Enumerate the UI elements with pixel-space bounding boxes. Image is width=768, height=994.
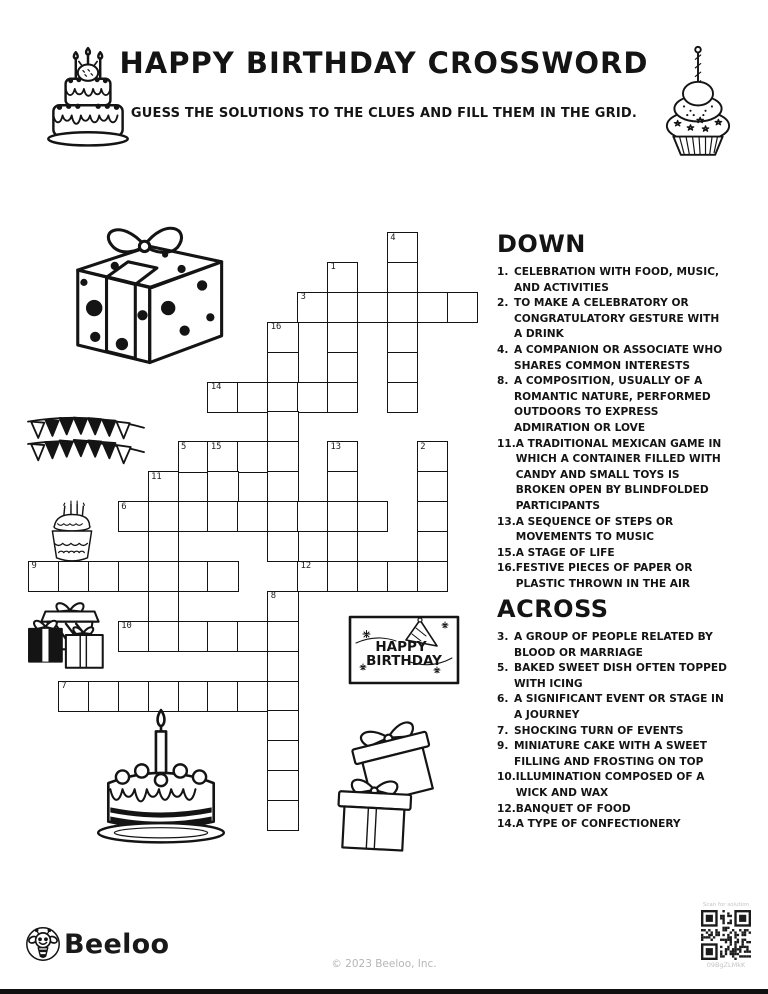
cell-number: 14 xyxy=(210,382,222,392)
clue-text: A SIGNIFICANT EVENT OR STAGE IN A JOURNEY xyxy=(514,693,724,721)
banner-text-line1: HAPPY xyxy=(375,639,427,655)
clue-text: FESTIVE PIECES OF PAPER OR PLASTIC THROWN IN THE AIR xyxy=(515,562,693,590)
down-clues-section xyxy=(497,230,729,592)
grid-cell[interactable] xyxy=(148,471,179,502)
grid-cell[interactable] xyxy=(327,322,358,353)
grid-cell[interactable] xyxy=(207,441,238,472)
grid-cell[interactable] xyxy=(387,352,418,383)
grid-cell[interactable] xyxy=(387,232,418,263)
page-subtitle: GUESS THE SOLUTIONS TO THE CLUES AND FILL THEM IN THE GRID. xyxy=(130,106,638,121)
grid-cell[interactable] xyxy=(417,471,448,502)
cell-number: 11 xyxy=(151,471,162,482)
clue-text: A COMPOSITION, USUALLY OF A ROMANTIC NATURE, PERFORMED OUTDOORS TO EXPRESS ADMIRATION OR LOVE xyxy=(514,375,711,434)
grid-cell[interactable] xyxy=(267,531,298,562)
clue-text: A GROUP OF PEOPLE RELATED BY BLOOD OR MARRIAGE xyxy=(514,631,713,659)
cell-number: 10 xyxy=(121,621,132,632)
down-heading: DOWN xyxy=(497,230,586,258)
grid-cell[interactable] xyxy=(297,501,328,532)
across-clue-item xyxy=(497,802,729,818)
cell-number: 8 xyxy=(270,591,276,602)
cell-number: 7 xyxy=(61,681,67,691)
clue-number: 14. xyxy=(497,818,516,831)
grid-cell[interactable] xyxy=(327,382,358,413)
grid-cell[interactable] xyxy=(267,681,298,712)
clue-text: SHOCKING TURN OF EVENTS xyxy=(514,724,684,737)
grid-cell[interactable] xyxy=(357,501,388,532)
grid-cell[interactable] xyxy=(207,382,238,413)
qr-caption: Scan for solution xyxy=(702,902,750,908)
clue-text: MINIATURE CAKE WITH A SWEET FILLING AND FROSTING ON TOP xyxy=(514,740,707,768)
grid-cell[interactable] xyxy=(327,292,358,323)
bunting-illustration xyxy=(25,411,147,475)
clue-text: A STAGE OF LIFE xyxy=(515,546,615,559)
grid-cell[interactable] xyxy=(207,471,238,502)
grid-cell[interactable] xyxy=(58,561,89,592)
cell-number: 16 xyxy=(270,322,282,333)
across-clue-item xyxy=(497,817,729,833)
across-clue-item xyxy=(497,724,729,740)
grid-cell[interactable] xyxy=(297,382,328,413)
clue-number: 13. xyxy=(497,515,516,528)
grid-cell[interactable] xyxy=(447,292,478,323)
clue-number: 15. xyxy=(497,546,516,559)
grid-cell[interactable] xyxy=(207,621,238,652)
grid-cell[interactable] xyxy=(267,382,298,413)
grid-cell[interactable] xyxy=(327,441,358,472)
grid-cell[interactable] xyxy=(327,352,358,383)
grid-cell[interactable] xyxy=(148,531,179,562)
clue-text: A SEQUENCE OF STEPS OR MOVEMENTS TO MUSIC xyxy=(515,515,674,544)
grid-cell[interactable] xyxy=(267,352,298,383)
grid-cell[interactable] xyxy=(357,292,388,323)
clue-number: 7. xyxy=(497,724,509,737)
grid-cell[interactable] xyxy=(267,651,298,682)
grid-cell[interactable] xyxy=(327,561,358,592)
grid-cell[interactable] xyxy=(327,501,358,532)
clue-number: 1. xyxy=(497,266,509,278)
grid-cell[interactable] xyxy=(237,681,268,712)
birthday-banner-sign xyxy=(348,615,460,685)
grid-cell[interactable] xyxy=(327,262,358,293)
clue-text: A TYPE OF CONFECTIONERY xyxy=(515,818,681,831)
across-clue-list xyxy=(497,630,729,833)
grid-cell[interactable] xyxy=(88,561,119,592)
clue-number: 6. xyxy=(497,693,509,706)
grid-cell[interactable] xyxy=(417,441,448,472)
grid-cell[interactable] xyxy=(118,621,149,652)
cell-number: 9 xyxy=(31,561,37,572)
grid-cell[interactable] xyxy=(267,591,298,622)
grid-cell[interactable] xyxy=(267,441,298,472)
beeloo-brand-text: Beeloo xyxy=(64,929,170,960)
birthday-cake-illustration xyxy=(86,700,236,850)
down-clue-item xyxy=(497,561,729,592)
across-clue-item xyxy=(497,692,729,723)
cupcake-illustration xyxy=(646,40,750,158)
small-cake-illustration xyxy=(42,499,102,565)
down-clue-item xyxy=(497,265,729,296)
grid-cell[interactable] xyxy=(297,292,328,323)
grid-cell[interactable] xyxy=(148,561,179,592)
grid-cell[interactable] xyxy=(327,471,358,502)
clue-text: A TRADITIONAL MEXICAN GAME IN WHICH A CONTAINER FILLED WITH CANDY AND SMALL TOYS IS BROKEN OPEN BY BLINDFOLDED PARTICIPANTS xyxy=(515,437,722,512)
clue-text: TO MAKE A CELEBRATORY OR CONGRATULATORY GESTURE WITH A DRINK xyxy=(514,297,720,341)
cell-number: 1 xyxy=(330,262,336,273)
down-clue-item xyxy=(497,437,729,515)
across-clue-item xyxy=(497,661,729,692)
grid-cell[interactable] xyxy=(178,561,209,592)
cell-number: 2 xyxy=(420,441,426,452)
page-title: HAPPY BIRTHDAY CROSSWORD xyxy=(119,46,649,80)
grid-cell[interactable] xyxy=(148,591,179,622)
down-clue-item xyxy=(497,343,729,374)
grid-cell[interactable] xyxy=(327,531,358,562)
grid-cell[interactable] xyxy=(118,561,149,592)
grid-cell[interactable] xyxy=(417,292,448,323)
grid-cell[interactable] xyxy=(357,561,388,592)
grid-cell[interactable] xyxy=(148,501,179,532)
clue-number: 12. xyxy=(497,802,516,815)
gifts-illustration xyxy=(316,716,466,861)
grid-cell[interactable] xyxy=(267,501,298,532)
grid-cell[interactable] xyxy=(58,681,89,712)
clue-number: 5. xyxy=(497,662,509,675)
grid-cell[interactable] xyxy=(148,621,179,652)
qr-code-id: 09BgZLMkK xyxy=(706,961,746,969)
grid-cell[interactable] xyxy=(207,501,238,532)
grid-cell[interactable] xyxy=(387,382,418,413)
grid-cell[interactable] xyxy=(178,621,209,652)
clue-number: 9. xyxy=(497,740,509,753)
down-clue-list xyxy=(497,265,729,592)
gift-cluster-illustration xyxy=(27,598,115,672)
down-clue-item xyxy=(497,296,729,343)
grid-cell[interactable] xyxy=(267,740,298,771)
grid-cell[interactable] xyxy=(237,382,268,413)
grid-cell[interactable] xyxy=(118,501,149,532)
down-clue-item xyxy=(497,374,729,436)
grid-cell[interactable] xyxy=(267,710,298,741)
across-clue-item xyxy=(497,770,729,801)
down-clue-item xyxy=(497,546,729,562)
clue-text: BAKED SWEET DISH OFTEN TOPPED WITH ICING xyxy=(514,662,727,690)
down-clue-item xyxy=(497,515,729,546)
cell-number: 15 xyxy=(210,441,222,452)
grid-cell[interactable] xyxy=(387,262,418,293)
grid-cell[interactable] xyxy=(237,621,268,652)
tiered-cake-illustration xyxy=(36,36,140,148)
grid-cell[interactable] xyxy=(297,561,328,592)
grid-cell[interactable] xyxy=(267,770,298,801)
clue-number: 11. xyxy=(497,437,516,450)
cell-number: 13 xyxy=(330,441,342,452)
cell-number: 5 xyxy=(181,441,187,452)
clue-number: 10. xyxy=(497,771,516,784)
grid-cell[interactable] xyxy=(387,561,418,592)
grid-cell[interactable] xyxy=(267,322,298,353)
clue-text: A COMPANION OR ASSOCIATE WHO SHARES COMMON INTERESTS xyxy=(514,343,723,372)
clue-number: 16. xyxy=(497,562,516,575)
qr-code xyxy=(701,910,751,960)
grid-cell[interactable] xyxy=(417,501,448,532)
grid-cell[interactable] xyxy=(267,800,298,831)
grid-cell[interactable] xyxy=(28,561,59,592)
clue-number: 8. xyxy=(497,375,509,388)
clue-number: 4. xyxy=(497,343,509,356)
grid-cell[interactable] xyxy=(387,292,418,323)
grid-cell[interactable] xyxy=(207,561,238,592)
clue-text: CELEBRATION WITH FOOD, MUSIC, AND ACTIVITIES xyxy=(514,266,720,294)
across-clue-item xyxy=(497,630,729,661)
copyright-text: © 2023 Beeloo, Inc. xyxy=(331,958,437,970)
grid-cell[interactable] xyxy=(237,501,268,532)
grid-cell[interactable] xyxy=(417,561,448,592)
grid-cell[interactable] xyxy=(267,621,298,652)
banner-text-line2: BIRTHDAY xyxy=(366,653,442,669)
across-clues-section xyxy=(497,595,729,833)
grid-cell[interactable] xyxy=(267,411,298,442)
cell-number: 3 xyxy=(300,292,306,303)
grid-cell[interactable] xyxy=(417,531,448,562)
cell-number: 12 xyxy=(300,561,312,572)
clue-number: 3. xyxy=(497,631,509,643)
grid-cell[interactable] xyxy=(178,501,209,532)
across-clue-item xyxy=(497,739,729,770)
clue-text: ILLUMINATION COMPOSED OF A WICK AND WAX xyxy=(515,771,705,799)
clue-number: 2. xyxy=(497,297,509,310)
qr-block xyxy=(696,901,756,970)
bottom-bar xyxy=(0,989,768,994)
grid-cell[interactable] xyxy=(267,471,298,502)
polka-gift-illustration xyxy=(50,210,235,365)
across-heading: ACROSS xyxy=(497,595,609,623)
grid-cell[interactable] xyxy=(237,441,268,472)
clue-text: BANQUET OF FOOD xyxy=(515,802,631,815)
cell-number: 4 xyxy=(390,232,396,243)
grid-cell[interactable] xyxy=(178,441,209,472)
cell-number: 6 xyxy=(121,501,127,512)
grid-cell[interactable] xyxy=(387,322,418,353)
beeloo-logo-icon xyxy=(25,926,61,962)
